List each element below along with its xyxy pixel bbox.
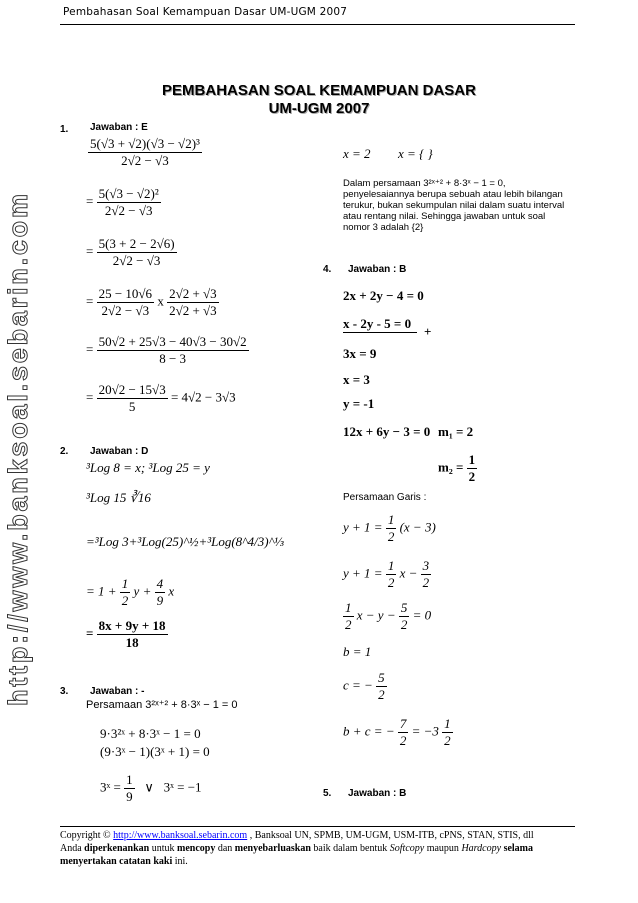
q4-line5: c = − $\frac{5}{2}$ (343, 670, 385, 702)
q2-step1: =³Log 3+³Log(25)^½+³Log(8^4/3)^⅓ (86, 534, 284, 549)
q4-eq5: y = -1 (343, 396, 375, 411)
footer-link[interactable]: http://www.banksoal.sebarin.com (113, 830, 248, 841)
q3-persamaan: Persamaan 3²ˣ⁺² + 8·3ˣ − 1 = 0 (86, 699, 238, 711)
q1-line4: = $\frac{25 - 10√6}{2√2 - √3}$ x $\frac{2√2 + √3}{2√2 + √3}$ (86, 286, 217, 318)
q3-result-1: x = 2 (343, 146, 371, 161)
q1-line5: = $\frac{50√2 + 25√3 - 40√3 - 30√2}{8 - 3}$ (86, 334, 247, 366)
footer-bold: menyertakan catatan kaki (60, 856, 173, 867)
footer-text: dan (215, 843, 235, 854)
q4-line1: y + 1 = $\frac{1}{2}$ (x − 3) (343, 512, 436, 544)
footer-copyright: Copyright © (60, 830, 111, 841)
q4-number: 4. (323, 264, 332, 275)
q4-answer: Jawaban : B (348, 264, 407, 275)
q4-line3: $\frac{1}{2}$ x − y − $\frac{5}{2}$ = 0 (345, 600, 432, 632)
page-title-line2: UM-UGM 2007 (268, 100, 370, 117)
footer-text: ini. (172, 856, 188, 867)
q2-step3: = $\frac{8x + 9y + 18}{18}$ (86, 618, 166, 650)
q4-eq6: 12x + 6y − 3 = 0 (343, 424, 431, 439)
footer-text: maupun (424, 843, 462, 854)
q1-answer: Jawaban : E (90, 122, 148, 133)
q5-number: 5. (323, 788, 332, 799)
footer-text: Anda (60, 843, 85, 854)
q4-plus: + (424, 324, 432, 339)
q4-eq3: 3x = 9 (343, 346, 377, 361)
q2-number: 2. (60, 446, 69, 457)
q1-line2: = $\frac{\text{5(√3 − √2)²}}{2√2 - √3}$ (86, 186, 159, 218)
footer-after-link: , Banksoal UN, SPMB, UM-UGM, USM-ITB, cPNS, STAN, STIS, dll (247, 830, 534, 841)
q2-expression: ³Log 15 ∛16 (86, 490, 151, 505)
q1-number: 1. (60, 124, 69, 135)
q3-step3: 3ˣ = $\frac{1}{9}$ ∨ 3ˣ = −1 (100, 772, 202, 804)
q4-m2: m₂ = $\frac{1}{2}$ (438, 452, 476, 484)
header-rule (60, 24, 575, 25)
q4-line2: y + 1 = $\frac{1}{2}$ x − $\frac{3}{2}$ (343, 558, 430, 590)
watermark-text: http://www.banksoal.sebarin.com (3, 194, 33, 706)
watermark (0, 190, 34, 710)
q3-step1: 9·3²ˣ + 8·3ˣ − 1 = 0 (100, 726, 201, 741)
q1-line3: = $\frac{5(3 + 2 - 2√6)}{2√2 - √3}$ (86, 236, 175, 268)
q5-answer: Jawaban : B (348, 788, 407, 799)
footer-bold: mencopy (176, 843, 216, 854)
q2-given: ³Log 8 = x; ³Log 25 = y (86, 460, 210, 475)
q4-line4: b = 1 (343, 644, 372, 659)
footer-text: baik dalam bentuk (310, 843, 390, 854)
q3-answer: Jawaban : - (90, 686, 145, 697)
q1-line1: $\frac{\text{5(√3 + √2)(√3 − √2)³}}{2√2 - √3}$ (90, 136, 200, 168)
footer-bold: diperkenankan (84, 843, 150, 854)
q3-step2: (9·3ˣ − 1)(3ˣ + 1) = 0 (100, 744, 210, 759)
q4-persamaan-garis: Persamaan Garis : (343, 492, 427, 503)
q1-line6: = $\frac{20√2 - 15√3}{5}$ = 4√2 − 3√3 (86, 382, 236, 414)
q4-eq1: 2x + 2y − 4 = 0 (343, 288, 424, 303)
page-header: Pembahasan Soal Kemampuan Dasar UM-UGM 2007 (63, 6, 348, 18)
q4-eq2: x - 2y - 5 = 0 (343, 316, 417, 333)
page-title-line1: PEMBAHASAN SOAL KEMAMPUAN DASAR (162, 82, 476, 99)
q4-line6: b + c = − $\frac{7}{2}$ = −3 $\frac{1}{2}$ (343, 716, 451, 748)
footer-bold: selama (501, 843, 534, 854)
q2-step2: = 1 + $\frac{1}{2}$ y + $\frac{4}{9}$ x (86, 576, 175, 608)
footer-text: untuk (149, 843, 177, 854)
q3-explanation: Dalam persamaan 3²ˣ⁺² + 8·3ˣ − 1 = 0, penyelesaiannya berupa sebuah atau lebih bilangan terukur, bukan sekumpulan nilai dalam suatu interval atau rentang nilai. Sehingga jawaban untuk soal nomor 3 adalah {2} (343, 178, 565, 233)
q3-result-2: x = { } (398, 146, 433, 161)
q4-eq4: x = 3 (343, 372, 370, 387)
q2-answer: Jawaban : D (90, 446, 149, 457)
footer-bold: menyebarluaskan (234, 843, 311, 854)
footer-italic: Hardcopy (461, 843, 502, 854)
q4-m1: m₁ = 2 (438, 424, 474, 439)
footer-rule (60, 826, 575, 827)
q3-number: 3. (60, 686, 69, 697)
footer (60, 829, 580, 868)
footer-italic: Softcopy (389, 843, 425, 854)
